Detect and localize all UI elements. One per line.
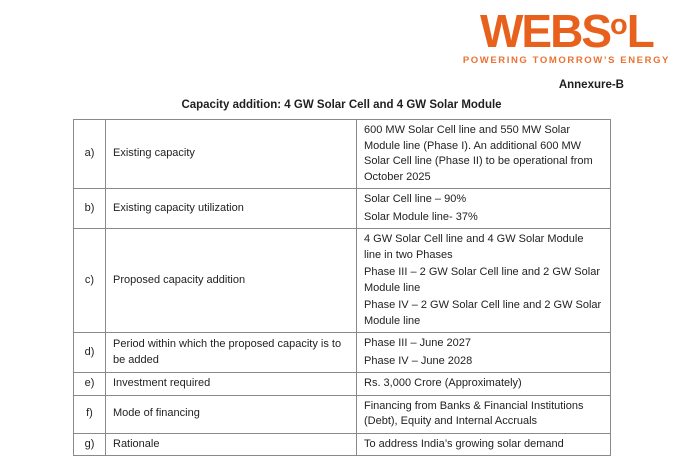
- row-key: a): [74, 120, 106, 189]
- value-paragraph: Rs. 3,000 Crore (Approximately): [364, 377, 522, 389]
- value-paragraph: Financing from Banks & Financial Institutions (Debt), Equity and Internal Accruals: [364, 399, 584, 427]
- row-value: [357, 373, 611, 396]
- websol-logo: [462, 5, 670, 66]
- row-value: [357, 189, 611, 229]
- capacity-table-body: [74, 120, 611, 456]
- table-row: [74, 120, 611, 189]
- row-value: [357, 395, 611, 433]
- row-label: Proposed capacity addition: [106, 229, 357, 333]
- value-paragraph: Phase IV – June 2028: [364, 354, 473, 367]
- table-row: [74, 229, 611, 333]
- table-title: Capacity addition: 4 GW Solar Cell and 4 GW Solar Module: [181, 99, 502, 111]
- row-label: Mode of financing: [106, 395, 357, 433]
- row-key: d): [74, 333, 106, 373]
- row-key: f): [74, 395, 106, 433]
- value-paragraph: Phase III – June 2027: [364, 337, 472, 349]
- row-value: [357, 229, 611, 333]
- table-row: [74, 333, 611, 373]
- value-paragraph: 4 GW Solar Cell line and 4 GW Solar Module line in two Phases: [364, 233, 584, 261]
- row-label: Rationale: [106, 433, 357, 456]
- websol-logo-wordmark: [463, 5, 670, 57]
- row-value: [357, 120, 611, 189]
- row-key: e): [74, 373, 106, 396]
- row-key: b): [74, 189, 106, 229]
- logo-tagline: POWERING TOMORROW’S ENERGY: [462, 55, 670, 66]
- row-label: Existing capacity: [106, 120, 357, 189]
- row-value: [357, 333, 611, 373]
- table-row: [74, 189, 611, 229]
- value-paragraph: To address India’s growing solar demand: [364, 437, 564, 450]
- annexure-label: Annexure-B: [558, 79, 624, 91]
- row-label: Existing capacity utilization: [106, 189, 357, 229]
- logo-small-o: o: [610, 9, 627, 41]
- row-value: [357, 433, 611, 456]
- value-paragraph: Solar Module line- 37%: [364, 210, 478, 223]
- row-key: c): [74, 229, 106, 333]
- value-paragraph: Phase III – 2 GW Solar Cell line and 2 GW Solar Module line: [364, 266, 600, 294]
- table-row: [74, 373, 611, 396]
- row-label: Investment required: [106, 373, 357, 396]
- row-key: g): [74, 433, 106, 456]
- table-row: [74, 395, 611, 433]
- row-label: Period within which the proposed capacity is to be added: [106, 333, 357, 373]
- value-paragraph: Solar Cell line – 90%: [364, 193, 467, 205]
- logo-text-start: WEBS: [480, 5, 610, 57]
- value-paragraph: 600 MW Solar Cell line and 550 MW Solar Module line (Phase I). An additional 600 MW Solar Cell line (Phase II) to be operational from October 2025: [364, 124, 593, 183]
- logo-text-end: L: [626, 5, 653, 57]
- capacity-table: [73, 119, 611, 456]
- table-row: [74, 433, 611, 456]
- value-paragraph: Phase IV – 2 GW Solar Cell line and 2 GW Solar Module line: [364, 299, 602, 327]
